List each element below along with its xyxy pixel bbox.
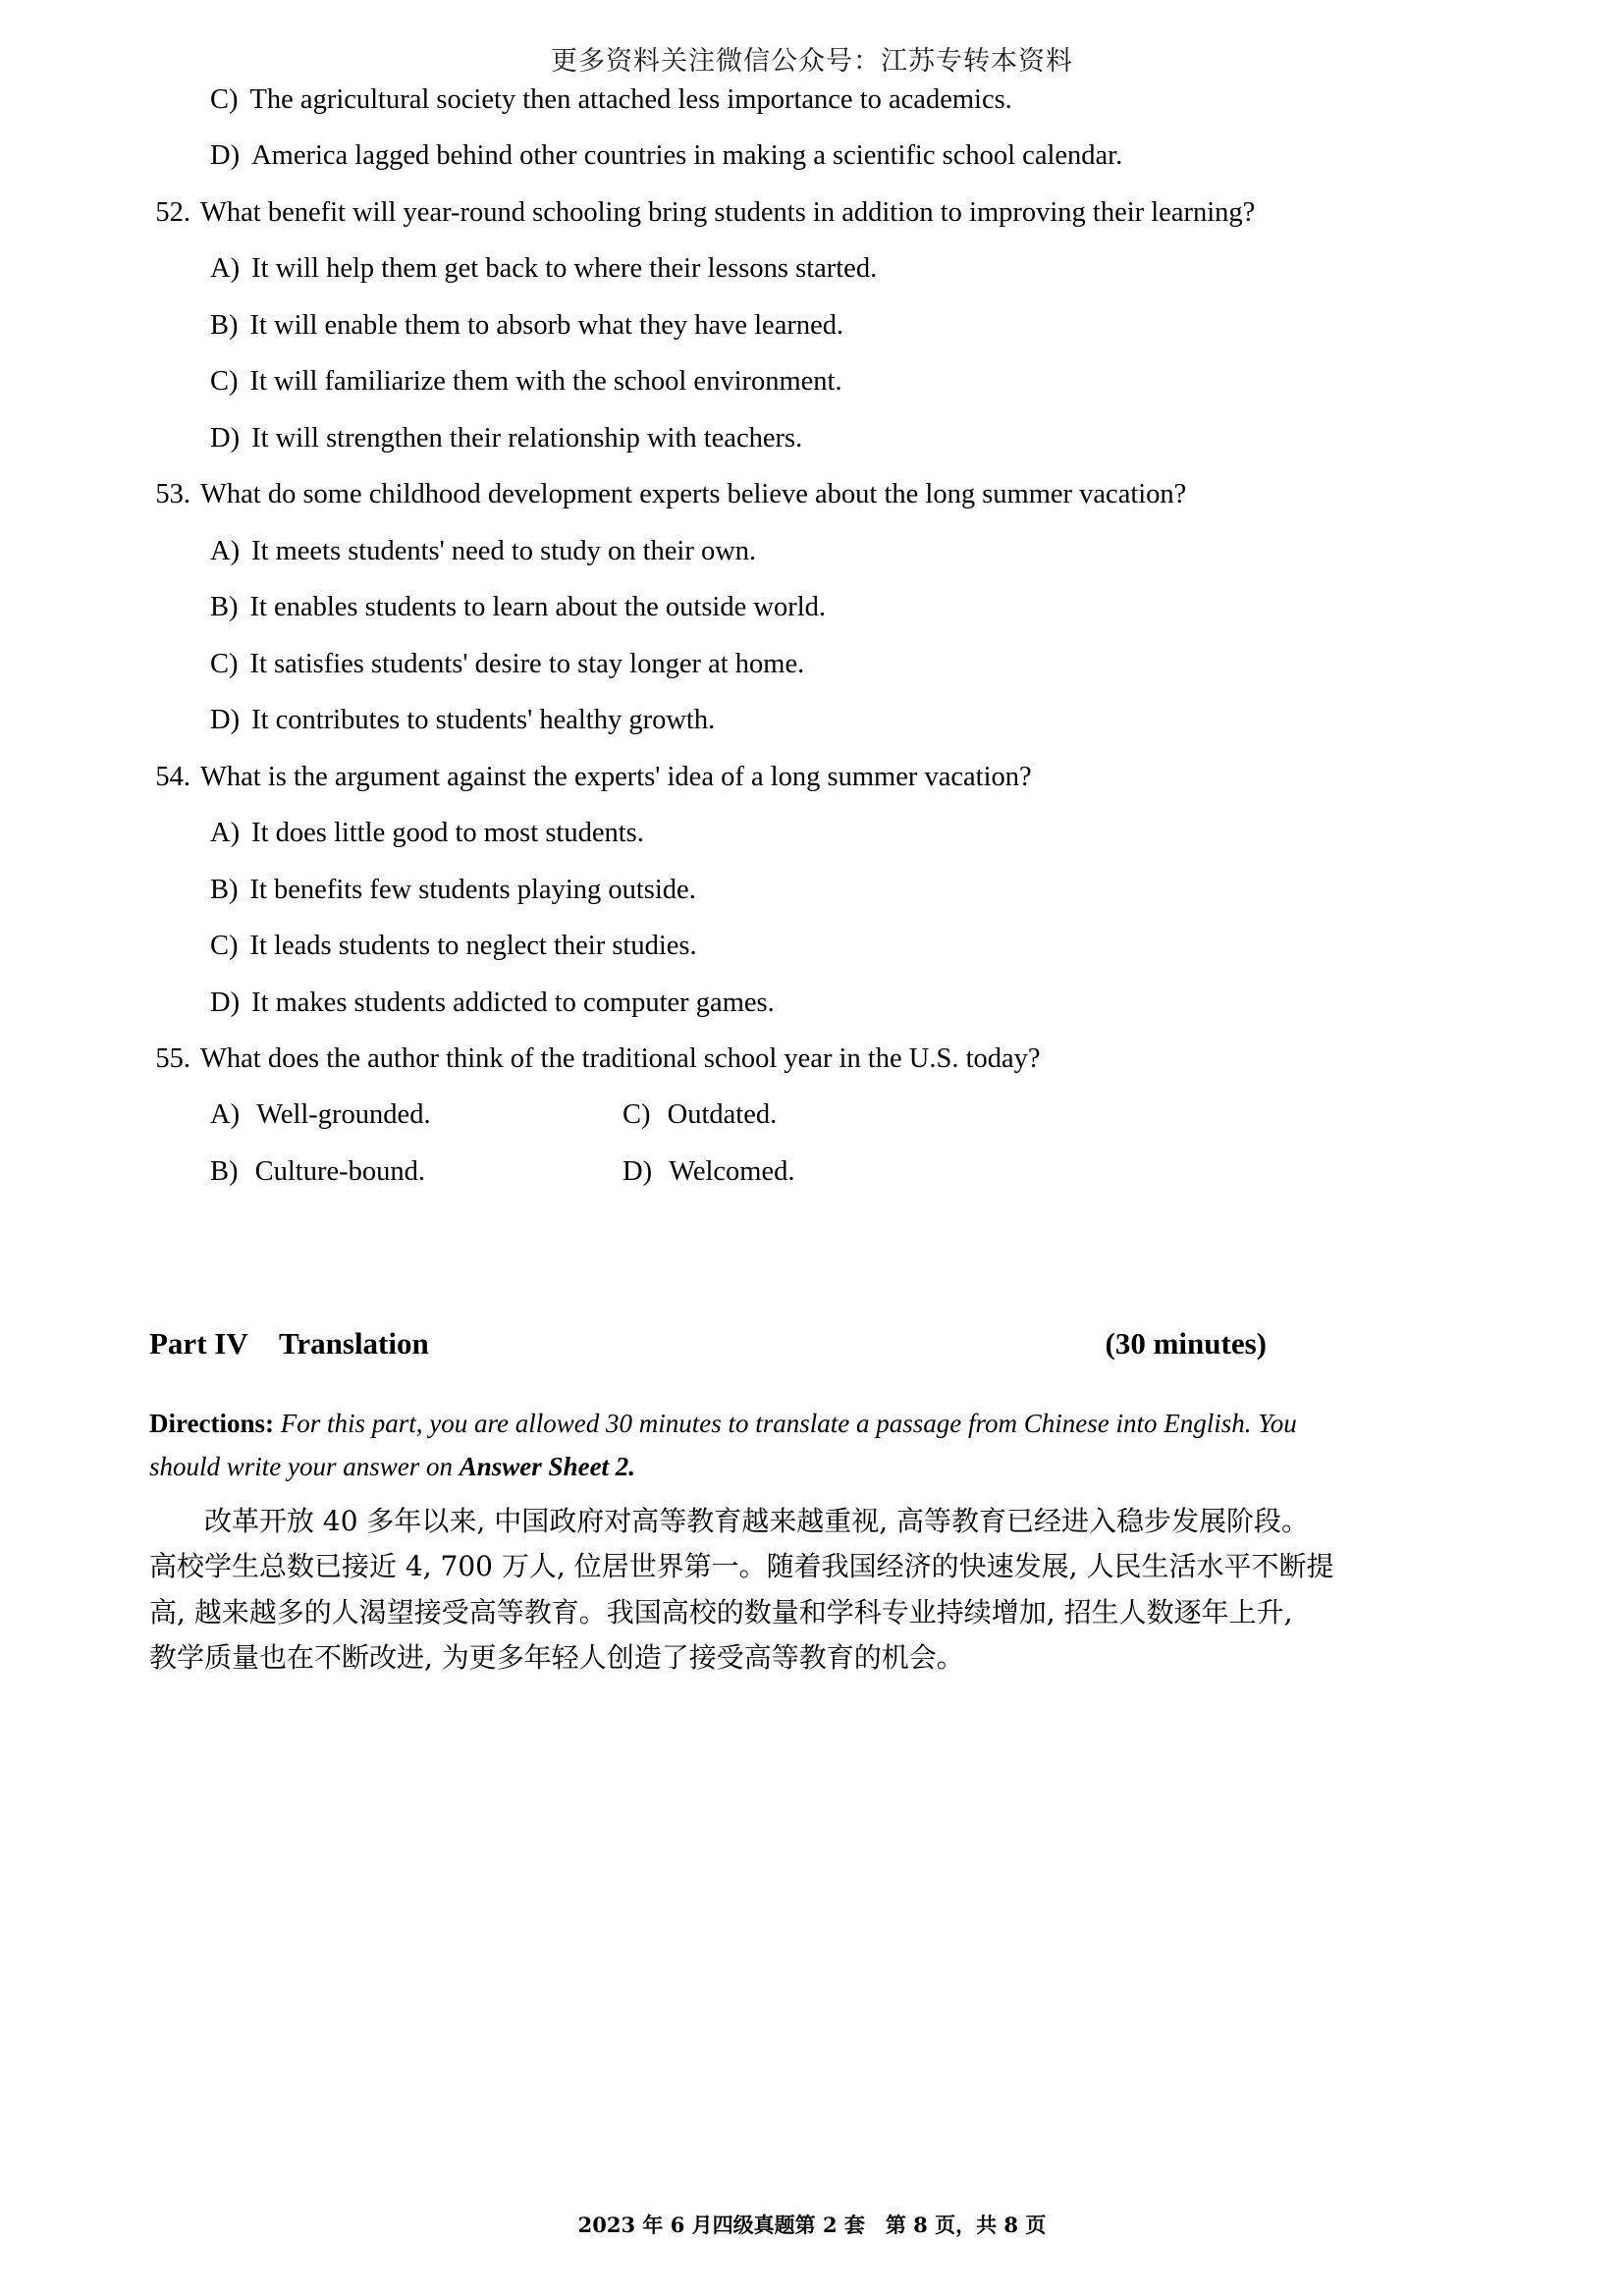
option-row bbox=[149, 364, 1475, 400]
option-text: It satisfies students' desire to stay longer at home. bbox=[249, 648, 805, 679]
answer-sheet-emphasis: Answer Sheet 2. bbox=[459, 1452, 636, 1482]
question-number: 55. bbox=[155, 1042, 190, 1074]
option-text: It does little good to most students. bbox=[251, 818, 644, 849]
option-row bbox=[149, 421, 1475, 456]
option-text: It benefits few students playing outside. bbox=[249, 874, 696, 905]
option-row bbox=[149, 251, 1475, 287]
option-label: C) bbox=[210, 931, 239, 962]
option-label: B) bbox=[210, 874, 239, 905]
passage-line-3: 高, 越来越多的人渴望接受高等教育。我国高校的数量和学科专业持续增加, 招生人数逐年上升, bbox=[149, 1595, 1293, 1629]
question-number: 52. bbox=[155, 196, 190, 228]
option-text: The agricultural society then attached less importance to academics. bbox=[249, 84, 1012, 115]
option-text: America lagged behind other countries in making a scientific school calendar. bbox=[251, 140, 1123, 172]
question-text: What do some childhood development experts believe about the long summer vacation? bbox=[200, 479, 1187, 510]
directions-block bbox=[149, 1403, 1475, 1488]
option-row bbox=[149, 703, 1475, 738]
option-label: A) bbox=[210, 535, 241, 566]
passage-line-2: 高校学生总数已接近 4, 700 万人, 位居世界第一。随着我国经济的快速发展, 人民生活水平不断提 bbox=[149, 1550, 1334, 1583]
option-row-two-column bbox=[149, 1154, 1475, 1190]
option-right bbox=[623, 1154, 1475, 1190]
option-text: It makes students addicted to computer games. bbox=[251, 987, 775, 1018]
option-row bbox=[149, 82, 1475, 118]
option-row bbox=[149, 986, 1475, 1021]
question-text: What benefit will year-round schooling bring students in addition to improving their learning? bbox=[200, 196, 1256, 228]
question-number: 53. bbox=[155, 479, 190, 510]
option-text: It meets students' need to study on their own. bbox=[251, 535, 757, 566]
option-text: It contributes to students' healthy growth. bbox=[251, 705, 716, 736]
option-row-two-column bbox=[149, 1097, 1475, 1133]
option-row bbox=[149, 534, 1475, 569]
option-text: Welcomed. bbox=[669, 1155, 795, 1187]
option-label: D) bbox=[210, 140, 241, 172]
option-label: C) bbox=[210, 648, 239, 679]
option-label: A) bbox=[210, 818, 241, 849]
document-body bbox=[149, 82, 1475, 1682]
page-footer: 2023 年 6 月四级真题第 2 套 第 8 页，共 8 页 bbox=[577, 2213, 1047, 2237]
watermark-text: 更多资料关注微信公众号：江苏专转本资料 bbox=[551, 46, 1073, 77]
option-label: A) bbox=[210, 253, 241, 285]
directions-text-line2: should write your answer on bbox=[149, 1452, 460, 1482]
option-text: Outdated. bbox=[667, 1099, 778, 1131]
section-spacer bbox=[149, 1210, 1475, 1326]
option-row bbox=[149, 873, 1475, 908]
option-label: C) bbox=[623, 1099, 651, 1131]
question-number: 54. bbox=[155, 761, 190, 792]
part-four-heading bbox=[149, 1326, 1475, 1362]
part-time-allowance: (30 minutes) bbox=[1105, 1326, 1267, 1362]
option-right bbox=[623, 1097, 1475, 1133]
option-label: D) bbox=[210, 987, 241, 1018]
passage-line-1: 改革开放 40 多年以来, 中国政府对高等教育越来越重视, 高等教育已经进入稳步发展阶段。 bbox=[204, 1504, 1310, 1537]
option-label: D) bbox=[210, 422, 241, 454]
option-row bbox=[149, 647, 1475, 682]
option-row bbox=[149, 308, 1475, 344]
option-text: Culture-bound. bbox=[254, 1155, 425, 1187]
directions-label: Directions: bbox=[149, 1409, 274, 1439]
option-text: It will help them get back to where their lessons started. bbox=[251, 253, 878, 285]
option-row bbox=[149, 138, 1475, 174]
option-label: B) bbox=[210, 309, 239, 341]
option-text: Well-grounded. bbox=[256, 1099, 431, 1131]
option-label: B) bbox=[210, 1155, 239, 1187]
option-label: D) bbox=[210, 705, 241, 736]
question-53 bbox=[149, 477, 1475, 512]
translation-passage bbox=[149, 1499, 1475, 1682]
passage-line-4: 教学质量也在不断改进, 为更多年轻人创造了接受高等教育的机会。 bbox=[149, 1641, 964, 1675]
option-left bbox=[210, 1097, 623, 1133]
question-54 bbox=[149, 760, 1475, 795]
option-label: C) bbox=[210, 366, 239, 398]
option-left bbox=[210, 1154, 623, 1190]
directions-text-line1: For this part, you are allowed 30 minutes to translate a passage from Chinese into English. You bbox=[280, 1409, 1297, 1439]
option-label: A) bbox=[210, 1099, 241, 1131]
question-52 bbox=[149, 195, 1475, 231]
option-text: It will enable them to absorb what they have learned. bbox=[249, 309, 844, 341]
option-label: C) bbox=[210, 84, 239, 115]
question-55 bbox=[149, 1041, 1475, 1077]
option-label: D) bbox=[623, 1155, 653, 1187]
option-text: It will strengthen their relationship with teachers. bbox=[251, 422, 803, 454]
question-text: What does the author think of the traditional school year in the U.S. today? bbox=[200, 1042, 1041, 1074]
part-title: Translation bbox=[279, 1326, 429, 1362]
option-text: It will familiarize them with the school environment. bbox=[249, 366, 842, 398]
question-text: What is the argument against the experts' idea of a long summer vacation? bbox=[200, 761, 1032, 792]
option-row bbox=[149, 816, 1475, 851]
option-text: It enables students to learn about the outside world. bbox=[249, 592, 826, 623]
option-text: It leads students to neglect their studies. bbox=[249, 931, 697, 962]
option-row bbox=[149, 590, 1475, 625]
option-row bbox=[149, 929, 1475, 964]
option-label: B) bbox=[210, 592, 239, 623]
part-label: Part IV bbox=[149, 1326, 248, 1362]
